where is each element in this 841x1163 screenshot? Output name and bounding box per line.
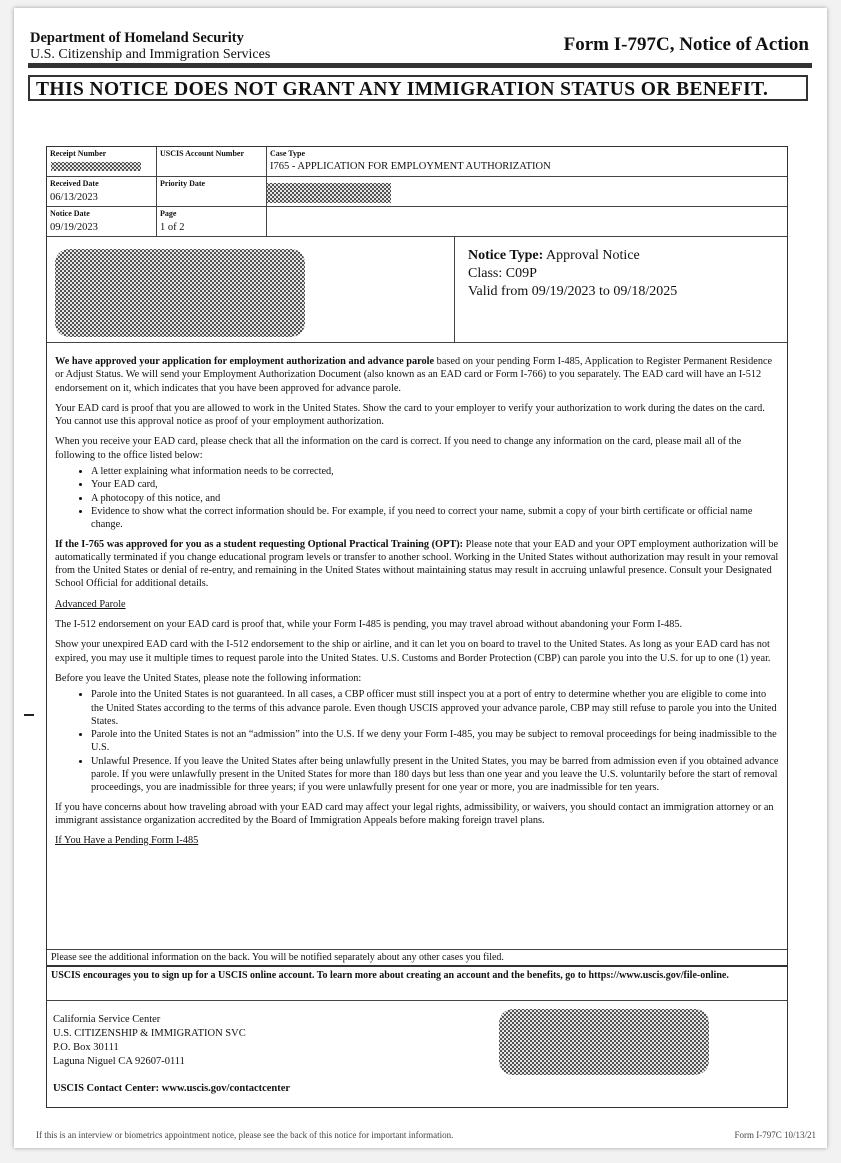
agency-name: U.S. Citizenship and Immigration Services [30,47,271,62]
online-account-note: USCIS encourages you to sign up for a USCIS online account. To learn more about creating an account and the benefits, go to https://www.uscis.gov/file-online. [47,965,787,1001]
paragraph-show-ead: Show your unexpired EAD card with the I-512 endorsement to the ship or airline, and it can let you on board to travel to the United States. As long as your EAD card has not expired, you may use it multiple times to request parole into the United States. U.S. Customs and Border Protection (CBP) can parole you into the U.S. for up to one (1) year. [55,639,771,664]
case-type-value: I765 - APPLICATION FOR EMPLOYMENT AUTHORIZATION [270,161,551,172]
footer-note: If this is an interview or biometrics appointment notice, please see the back of this notice for important information. [36,1130,454,1140]
page-footer [36,1130,816,1140]
list-item: • A letter explaining what information needs to be corrected, [91,465,781,478]
receipt-number-label: Receipt Number [50,149,107,158]
paragraph-concerns: If you have concerns about how traveling abroad with your EAD card may affect your legal rights, admissibility, or waivers, you should contact an immigration attorney or an immigrant assistance organization accredited by the Board of Immigration Appeals before making foreign travel plans. [55,801,774,826]
page-cell [157,207,267,237]
approval-lead: We have approved your application for employment authorization and advance parole [55,356,435,367]
received-date-label: Received Date [50,179,99,188]
correction-list [55,465,781,531]
notice-date-label: Notice Date [50,209,90,218]
notice-date-cell [47,207,157,237]
notice-type-label: Notice Type: [468,248,544,263]
blank-cell [267,207,787,237]
notice-validity: Valid from 09/19/2023 to 09/18/2025 [468,284,678,299]
redacted-applicant-name [267,183,391,203]
priority-date-label: Priority Date [160,179,206,188]
notice-date-value: 09/19/2023 [50,222,98,233]
received-date-cell [47,177,157,207]
notice-frame [46,146,788,1108]
service-center-address [53,1013,246,1069]
list-item: • Your EAD card, [91,478,781,491]
case-type-cell [267,147,787,177]
form-title: Form I-797C, Notice of Action [563,34,809,55]
address-line: P.O. Box 30111 [53,1042,119,1053]
page-value: 1 of 2 [160,222,185,233]
paragraph-approval [55,355,781,395]
paragraph-proof: Your EAD card is proof that you are allowed to work in the United States. Show the card to your employer to verify your authorization to work during the dates on the card. You cannot use this approval notice as proof of your employment authorization. [55,402,765,428]
opt-lead: If the I-765 was approved for you as a student requesting Optional Practical Training (OPT): [55,538,464,550]
list-item: • A photocopy of this notice, and [91,492,781,505]
address-line: Laguna Niguel CA 92607-0111 [53,1056,185,1067]
redacted-receipt-number [51,162,141,171]
address-line: California Service Center [53,1014,161,1025]
list-item: • Parole into the United States is not guaranteed. In all cases, a CBP officer must still inspect you at a port of entry to determine whether you are eligible to come into the United States according to the terms of this advance parole. Even though USCIS approved your advance parole, CBP may still refuse to parole you into the United States. [91,688,781,728]
approval-text: based on your pending Form I-485, Application to Register Permanent Residence or Adjust Status. We will send your Employment Authorization Document (also known as an EAD card or Form I-766) to you separately. The EAD card will have an I-512 endorsement on it, which indicates that you have been approved for advance parole. [55,356,773,394]
received-date-value: 06/13/2023 [50,192,98,203]
paragraph-opt [55,538,781,591]
list-item: • Evidence to show what the correct information should be. For example, if you need to correct your name, submit a copy of your birth certificate or official name change. [91,505,781,532]
heading-pending-i485: If You Have a Pending Form I-485 [55,835,199,847]
case-type-label: Case Type [270,149,306,158]
form-edition: Form I-797C 10/13/21 [734,1130,816,1140]
list-item: • Parole into the United States is not an “admission” into the U.S. If we deny your Form I-485, you may be subject to removal proceedings for being inadmissible to the U.S. [91,728,781,755]
header-rule [28,63,812,68]
notice-class: Class: C09P [468,266,537,281]
redacted-name-cell [267,177,787,207]
heading-advanced-parole: Advanced Parole [55,598,126,610]
notice-body [55,355,781,855]
paragraph-i512: The I-512 endorsement on your EAD card is proof that, while your Form I-485 is pending, you may travel abroad without abandoning your Form I-485. [55,619,683,631]
margin-mark [24,714,34,716]
recipient-address-cell [47,237,455,343]
account-number-label: USCIS Account Number [160,149,245,158]
see-back-note: Please see the additional information on the back. You will be notified separately about any other cases you filed. [47,949,787,965]
notice-page [14,8,827,1148]
receipt-number-cell [47,147,157,177]
agency-block [30,30,270,63]
page-label: Page [160,209,177,218]
address-line: U.S. CITIZENSHIP & IMMIGRATION SVC [53,1028,246,1039]
account-number-cell [157,147,267,177]
opt-text: Please note that your EAD and your OPT employment authorization will be automatically terminated if you change educational program levels or transfer to another school. Working in the United States without authorization may result in your removal from the United States or denial of re-entry, and remaining in the United States without maintaining status may result in accruing unlawful presence. Consult your Designated School Official for additional details. [55,538,779,590]
paragraph-before-leave: Before you leave the United States, please note the following information: [55,672,362,684]
contact-center: USCIS Contact Center: www.uscis.gov/contactcenter [53,1083,291,1094]
department-name: Department of Homeland Security [30,30,244,46]
travel-info-list [55,688,781,794]
notice-type-value: Approval Notice [546,248,640,263]
redacted-recipient-address [55,249,305,337]
status-warning: THIS NOTICE DOES NOT GRANT ANY IMMIGRATION STATUS OR BENEFIT. [28,75,808,101]
notice-type-block [468,247,677,301]
redacted-barcode [499,1009,709,1075]
paragraph-check-card: When you receive your EAD card, please check that all the information on the card is correct. If you need to change any information on the card, please mail all of the following to the office listed below: [55,436,742,461]
priority-date-cell [157,177,267,207]
list-item: • Unlawful Presence. If you leave the United States after being unlawfully present in the United States, you may be barred from admission even if you obtained advance parole. If you were unlawfully present in the United States for more than 180 days but less than one year and you leave the U.S. voluntarily before the start of removal proceedings, you are inadmissible for three years; if you were unlawfully present for one year or more, you are inadmissible for ten years. [91,755,781,795]
